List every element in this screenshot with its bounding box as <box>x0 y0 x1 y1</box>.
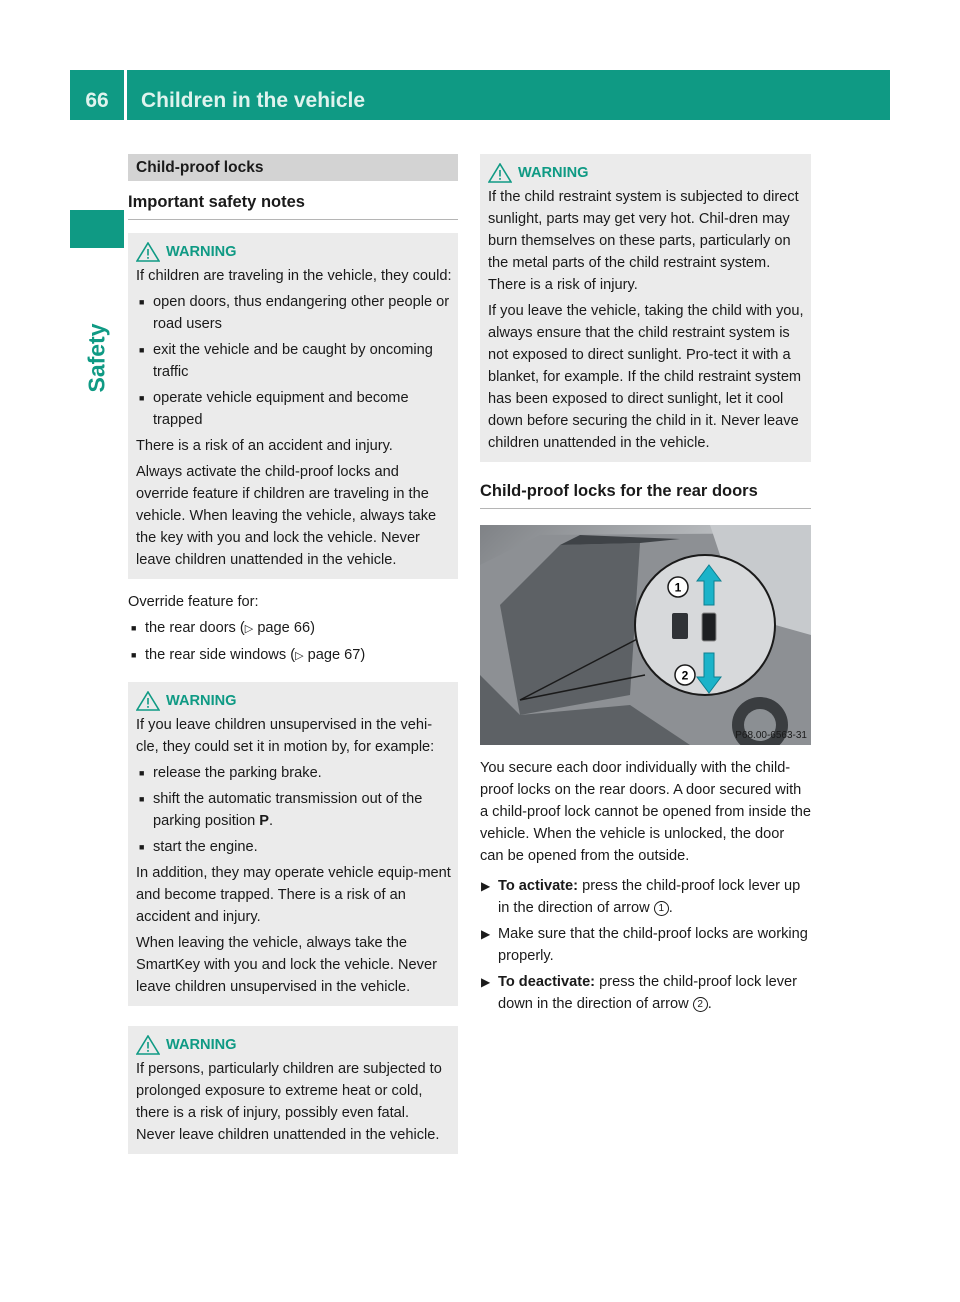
list-item: ■ release the parking brake. <box>139 765 322 781</box>
warning-text: Always activate the child-proof locks and override feature if children are traveling in the vehicle. When leaving the vehicle, always take the key with you and lock the vehicle. Never leave children unattended in the vehicle. <box>136 464 437 568</box>
list-item: ■ exit the vehicle and be caught by oncoming traffic <box>139 342 433 380</box>
list-item: ■ shift the automatic transmission out of the parking position P. <box>139 791 423 829</box>
left-column <box>128 154 458 1154</box>
step-arrow-icon: ▶ <box>481 975 491 989</box>
callout-2: 2 <box>681 668 689 683</box>
sidebar-marker <box>70 210 124 248</box>
warning-box <box>128 682 458 1006</box>
warning-text: If the child restraint system is subjected to direct sunlight, parts may get very hot. Chil-dren may burn themselves on these parts, particularly on the metal parts of the child restraint system. There is a risk of injury. <box>488 189 799 293</box>
warning-box <box>480 154 811 462</box>
warning-icon <box>488 163 512 183</box>
warning-list <box>136 291 452 431</box>
page-ref-arrow-icon: ▷ <box>295 650 304 662</box>
warning-icon <box>136 691 160 711</box>
warning-text: When leaving the vehicle, always take the SmartKey with you and lock the vehicle. Never leave children unsupervised in the vehicle. <box>136 935 437 995</box>
right-column <box>480 154 811 1019</box>
list-item: ■ the rear side windows (▷ page 67) <box>131 647 366 663</box>
step-arrow-icon: ▶ <box>481 927 491 941</box>
page-number: 66 <box>85 89 109 112</box>
arrow-number: 2 <box>693 997 708 1012</box>
warning-text: In addition, they may operate vehicle equip-ment and become trapped. There is a risk of an accident and injury. <box>136 865 451 925</box>
page-reference-link[interactable]: page 66 <box>257 620 311 636</box>
override-intro: Override feature for: <box>128 594 259 610</box>
page-ref-arrow-icon: ▷ <box>244 623 254 635</box>
instruction-step: ▶ To deactivate: press the child-proof lock lever down in the direction of arrow 2 . <box>480 971 811 1015</box>
warning-box <box>128 1026 458 1154</box>
instruction-step: ▶ To activate: press the child-proof lock lever up in the direction of arrow 1 . <box>480 875 811 919</box>
subheading: Important safety notes <box>128 191 458 220</box>
sidebar-label: Safety <box>83 323 110 393</box>
list-item: ■ open doors, thus endangering other people or road users <box>139 294 450 332</box>
list-item: ■ operate vehicle equipment and become trapped <box>139 390 409 428</box>
callout-1: 1 <box>674 580 682 595</box>
warning-header: WARNING <box>136 241 452 263</box>
warning-text: If you leave the vehicle, taking the child with you, always ensure that the child restraint system is not exposed to direct sunlight. Pro-tect it with a blanket, for example. If the child restraint system has been exposed to direct sunlight, let it cool down before securing the child in it. Never leave children unattended in the vehicle. <box>488 303 804 451</box>
page-reference-link[interactable]: page 67 <box>307 647 361 663</box>
warning-box <box>128 233 458 579</box>
instruction-step: ▶ Make sure that the child-proof locks are working properly. <box>480 923 811 967</box>
car-door-illustration <box>480 525 811 745</box>
list-item: ■ start the engine. <box>139 839 258 855</box>
warning-text: If persons, particularly children are subjected to prolonged exposure to extreme heat or cold, there is a risk of injury, possibly even fatal. Never leave children unattended in the vehicle. <box>136 1061 442 1143</box>
warning-text: If children are traveling in the vehicle, they could: <box>136 268 452 284</box>
door-lock-figure <box>480 525 811 745</box>
header-divider <box>124 70 127 120</box>
body-text: You secure each door individually with the child-proof locks on the rear doors. A door secured with a child-proof lock cannot be opened from inside the vehicle. When the vehicle is unlocked, the door can be opened from the outside. <box>480 760 811 864</box>
warning-list <box>136 762 452 858</box>
subheading: Child-proof locks for the rear doors <box>480 480 811 509</box>
warning-icon <box>136 1035 160 1055</box>
arrow-number: 1 <box>654 901 669 916</box>
warning-icon <box>136 242 160 262</box>
warning-header: WARNING <box>136 1034 452 1056</box>
section-title: Child-proof locks <box>128 154 458 181</box>
warning-header: WARNING <box>136 690 452 712</box>
step-arrow-icon: ▶ <box>481 879 491 893</box>
page-title: Children in the vehicle <box>141 89 366 112</box>
override-list <box>128 617 458 667</box>
warning-text: There is a risk of an accident and injury. <box>136 438 393 454</box>
figure-code: P68.00-6563-31 <box>735 730 807 741</box>
warning-text: If you leave children unsupervised in the vehi-cle, they could set it in motion by, for example: <box>136 717 435 755</box>
warning-header: WARNING <box>488 162 805 184</box>
park-position-letter: P <box>259 813 270 829</box>
list-item: ■ the rear doors (▷ page 66) <box>131 620 315 636</box>
